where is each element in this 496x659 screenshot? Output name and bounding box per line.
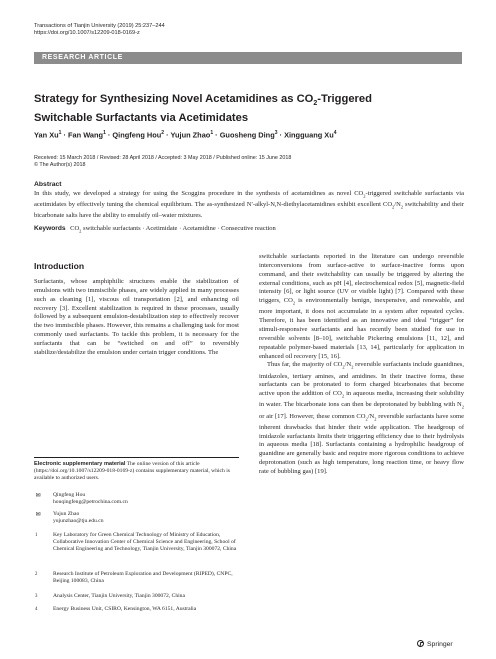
para-subscript: 2	[351, 364, 354, 370]
supplementary-material-note	[34, 457, 239, 482]
right-column	[259, 253, 464, 477]
envelope-icon: ✉	[35, 492, 41, 499]
author-name[interactable]: Fan Wang	[68, 130, 104, 140]
article-title	[34, 92, 464, 125]
esm-text: The online version of this article (https://doi.org/10.1007/s12209-018-0169-z) contains supplementary material, which is available to authorized users.	[34, 461, 230, 482]
introduction-paragraph-continued	[259, 253, 464, 361]
abstract-subscript: 2	[392, 204, 395, 210]
journal-citation: Transactions of Tianjin University (2019) 25:237–244	[34, 23, 165, 29]
keyword-subscript: 2	[79, 228, 82, 234]
article-doi[interactable]: https://doi.org/10.1007/s12209-018-0169-z	[34, 30, 140, 37]
affiliation-number: 1	[35, 533, 38, 538]
left-column	[34, 261, 239, 358]
introduction-paragraph: Surfactants, whose amphiphilic structures enable the stabilization of emulsions with two immiscible phases, are widely applied in many processes such as cleaning [1], viscous oil transportation [2], and enhancing oil recovery [3]. Excellent stabilization is required in these processes, usually followed by a subsequent emulsion-destabilization step to effectively recover the two immiscible phases. However, this remains a challenging task for most commonly used surfactants. To tackle this problem, it is necessary for the surfactants that can be “switched on and off” to reversibly stabilize/destabilize the emulsion under certain trigger conditions. The	[34, 278, 239, 356]
para-part: Thus far, the majority of CO	[267, 361, 343, 369]
introduction-paragraph-2	[259, 361, 464, 476]
author-name[interactable]: Yujun Zhao	[170, 130, 211, 140]
author-affiliation-mark: 1	[58, 130, 62, 136]
contact-email[interactable]: yujunzhao@tju.edu.cn	[53, 518, 104, 525]
para-part: reversible surfactants include guanidines, imidazoles, tertiary amines, and amidines. In their inactive forms, these surfactants can be protonated to form charged bicarbonates that become active upon the addition of CO	[259, 361, 464, 398]
para-part: reversible surfactants have some inherent drawbacks that hinder their wide application. The headgroup of imidazole surfactants limits their triggering efficiency due to their hydrolysis in aqueous media [18]. Surfactants containing a hydrophilic headgroup of guanidine are generally basic and require more rigorous conditions to achieve deprotonation (such as high temperature, long reaction time, or heavy flow rate of bubbling gas) [19].	[259, 412, 464, 475]
para-part: /N	[367, 412, 375, 420]
para-part: is environmentally benign, inexpensive, and renewable, and more important, it does not accumulate in a system after repeated cycles. Therefore, it has been identified as an innovative and ideal “trigger” for stimuli-responsive surfactants and has recently been studied for use in reversible solvents [8–10], switchable Pickering emulsions [11, 12], and repeatable polymer-based materials [13, 14], particularly for application in enhanced oil recovery [15, 16].	[259, 297, 464, 360]
title-subscript: 2	[313, 100, 318, 108]
abstract-part: /N	[394, 201, 401, 209]
article-type-label: RESEARCH ARTICLE	[42, 53, 123, 61]
author-name[interactable]: Guosheng Ding	[219, 130, 275, 140]
para-subscript: 2	[374, 415, 377, 421]
author-affiliation-mark: 4	[333, 130, 337, 136]
para-part: switchable surfactants reported in the literature can undergo reversible interconversions from surface-active to surface-inactive forms upon command, and their switchability can usually be triggered by altering the external conditions, such as pH [4], electrochemical redox [5], magnetic-field intensity [6], or light source (UV or visible light) [7]. Compared with these triggers, CO	[259, 253, 464, 305]
para-subscript: 2	[342, 364, 345, 370]
corresponding-author	[34, 492, 239, 506]
publisher-logo	[417, 640, 453, 648]
abstract-part: switchability and their bicarbonate salts have the ability to emulsify oil–water mixtures.	[34, 201, 464, 220]
title-line2: Switchable Surfactants via Acetimidates	[34, 112, 249, 125]
affiliation	[34, 571, 239, 585]
esm-label: Electronic supplementary material	[34, 461, 126, 467]
para-part: /N	[344, 361, 352, 369]
affiliation-number: 4	[35, 607, 38, 612]
affiliation	[34, 593, 239, 600]
affiliation-text: Research Institute of Petroleum Exploration and Development (RIPED), CNPC, Beijing 100083, China	[53, 571, 233, 585]
abstract-heading: Abstract	[34, 181, 62, 188]
para-subscript: 2	[461, 404, 464, 410]
keywords	[34, 225, 464, 233]
keywords-heading: Keywords	[34, 225, 66, 232]
abstract-part: -triggered switchable surfactants via acetimidates by effectively tuning the chemical equilibrium. The as-synthesized N′-alkyl-N,N-diethylacetamidines exhibit excellent CO	[34, 190, 464, 209]
author-name[interactable]: Qingfeng Hou	[112, 130, 162, 140]
para-subscript: 2	[292, 300, 296, 306]
abstract-subscript: 2	[400, 204, 404, 210]
introduction-heading: Introduction	[34, 261, 85, 271]
author-affiliation-mark: 1	[210, 130, 214, 136]
para-part: in aqueous media, increasing their solubility in water. The bicarbonate ions can then be deprotonated by bubbling with N	[259, 390, 464, 409]
keyword-part: CO	[70, 225, 80, 232]
date-history: Received: 15 March 2018 / Revised: 28 April 2018 / Accepted: 3 May 2018 / Published online: 15 June 2018	[34, 155, 292, 161]
author-name[interactable]: Yan Xu	[34, 130, 59, 140]
article-type-banner	[34, 52, 462, 64]
title-line1-prefix: Strategy for Synthesizing Novel Acetamidines as CO	[34, 93, 314, 105]
contact-name: Qingfeng Hou	[53, 492, 86, 498]
publication-dates	[34, 155, 291, 169]
author-affiliation-mark: 1	[103, 130, 106, 136]
copyright-line: © The Author(s) 2018	[34, 162, 86, 169]
affiliation-text: Analysis Center, Tianjin University, Tianjin 300072, China	[53, 593, 185, 599]
affiliation	[34, 606, 239, 613]
abstract-body	[34, 190, 464, 221]
envelope-icon: ✉	[35, 511, 41, 518]
author-list: Yan $Xu^1$ · Fan Wang$^1$ · Qingfeng Hou$^2$ · Yujun Zhao$^1$ · Guosheng Ding$^3$ · Xingguang Xu$^4$	[34, 130, 337, 140]
springer-horse-icon	[417, 640, 424, 647]
contact-name: Yujun Zhao	[53, 511, 80, 517]
keyword-part: switchable surfactants · Acetimidate · Acetamidine · Consecutive reaction	[81, 225, 276, 232]
affiliation-number: 3	[35, 594, 38, 599]
title-line1-suffix: -Triggered	[317, 93, 372, 105]
contact-email[interactable]: houqingfeng@petrochina.com.cn	[53, 499, 128, 506]
affiliation-text: Energy Business Unit, CSIRO, Kensington, WA 6151, Australia	[53, 606, 197, 612]
abstract-subscript: 2	[363, 193, 366, 199]
publisher-name: Springer	[427, 641, 453, 648]
para-subscript: 2	[365, 415, 368, 421]
author-affiliation-mark: 3	[274, 130, 278, 136]
corresponding-author	[34, 511, 239, 525]
para-subscript: 2	[341, 393, 345, 399]
abstract-part: In this study, we developed a strategy for using the Scoggins procedure in the synthesis of acetamidines as novel CO	[34, 190, 364, 197]
affiliation-number: 2	[35, 572, 38, 577]
para-part: or air [17]. However, these common CO	[259, 412, 366, 420]
journal-header	[34, 23, 165, 38]
author-name[interactable]: Xingguang Xu	[284, 130, 334, 140]
author-affiliation-mark: 2	[161, 130, 165, 136]
affiliation	[34, 532, 239, 553]
affiliation-text: Key Laboratory for Green Chemical Technology of Ministry of Education, Collaborative Innovation Center of Chemical Science and Engineering, School of Chemical Engineering and Technology, Tianjin University, Tianjin 300072, China	[53, 532, 237, 553]
